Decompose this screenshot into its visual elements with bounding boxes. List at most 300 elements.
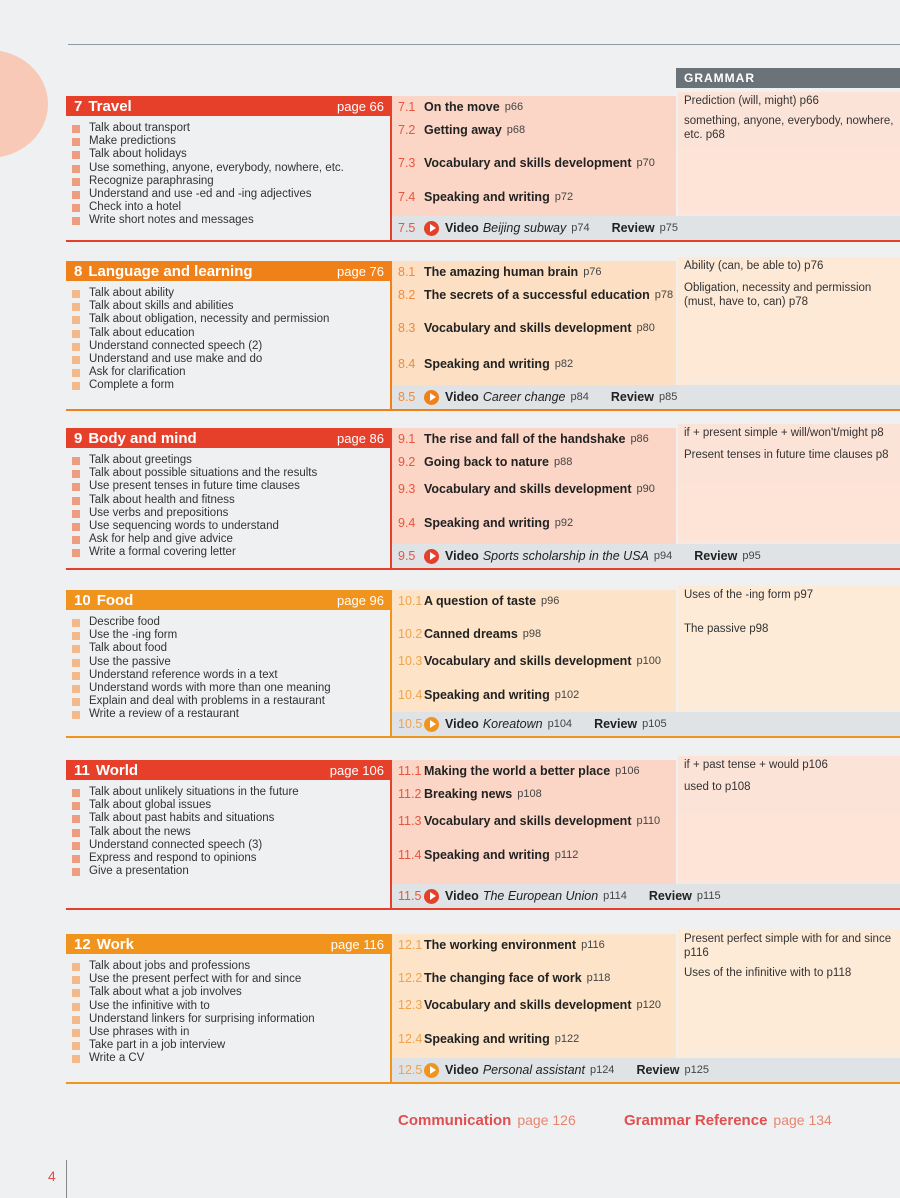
page-number: 4 (48, 1168, 56, 1184)
lesson-number: 9.5 (398, 549, 416, 563)
bullet-square-icon (72, 217, 80, 225)
unit-page: page 86 (337, 430, 384, 446)
top-rule (68, 44, 900, 45)
lesson-title: Canned dreams (424, 627, 518, 641)
objective-text: Talk about ability (89, 287, 175, 299)
grammar-empty-cell (678, 656, 900, 712)
bullet-square-icon (72, 316, 80, 324)
objective-text: Explain and deal with problems in a restaurant (89, 695, 325, 708)
objective-item (72, 480, 392, 493)
objective-text: Use phrases with in (89, 1026, 190, 1039)
video-row-9.5[interactable] (392, 544, 900, 568)
objective-text: Understand and use make and do (89, 353, 263, 366)
objective-text: Understand connected speech (3) (89, 838, 263, 851)
lesson-number: 10.3 (398, 654, 423, 668)
review-label: Review (594, 717, 638, 731)
review-label: Review (648, 889, 692, 903)
bullet-square-icon (72, 632, 80, 640)
unit-number: 9 (74, 429, 83, 447)
lesson-row-12.4[interactable] (392, 1024, 676, 1054)
unit-title-text: Body and mind (88, 429, 197, 447)
lesson-title: Speaking and writing (424, 190, 550, 204)
lesson-row-10.3[interactable] (392, 646, 676, 676)
review-label: Review (694, 549, 738, 563)
lesson-number: 10.4 (398, 688, 423, 702)
objective-item (72, 507, 392, 520)
grammar-item: something, anyone, everybody, nowhere, etc. p68 (678, 112, 900, 212)
bullet-square-icon (72, 457, 80, 465)
objective-item (72, 973, 392, 986)
objective-text: Give a presentation (89, 865, 189, 878)
lesson-page: p102 (554, 689, 580, 701)
lesson-number: 7.2 (398, 123, 416, 137)
video-title: Career change (482, 390, 566, 404)
objective-text: Complete a form (89, 379, 175, 392)
lesson-number: 11.4 (398, 848, 422, 862)
objectives-list (72, 960, 392, 1066)
objective-item (72, 175, 392, 188)
grammar-item: if + present simple + will/won't/might p8 (678, 424, 900, 446)
objective-item (72, 1000, 392, 1013)
page-number-divider (66, 1160, 67, 1198)
bullet-square-icon (72, 138, 80, 146)
video-page: p124 (589, 1064, 615, 1076)
lessons-column (392, 261, 676, 385)
bullet-square-icon (72, 343, 80, 351)
lesson-row-10.2[interactable] (392, 622, 676, 646)
video-label: Video (445, 221, 479, 235)
bullet-square-icon (72, 151, 80, 159)
unit-bottom-rule (66, 409, 900, 411)
decorative-circle (0, 50, 48, 158)
objective-item (72, 642, 392, 655)
objective-text: Understand reference words in a text (89, 668, 278, 681)
lesson-row-7.4[interactable] (392, 182, 676, 212)
objectives-list (72, 786, 392, 878)
bullet-square-icon (72, 789, 80, 797)
unit-bottom-rule (66, 240, 900, 242)
unit-title-text: Work (96, 935, 134, 953)
review-label: Review (636, 1063, 680, 1077)
video-title: Sports scholarship in the USA (482, 549, 649, 563)
objective-text: Talk about holidays (89, 148, 187, 161)
lesson-title: Speaking and writing (424, 516, 550, 530)
objective-text: Talk about transport (89, 122, 191, 134)
lesson-row-7.1[interactable] (392, 96, 676, 118)
lesson-title: Vocabulary and skills development (424, 321, 632, 335)
objective-item (72, 695, 392, 708)
unit-section-12 (66, 934, 900, 1088)
lesson-title: Speaking and writing (424, 848, 550, 862)
objective-item (72, 327, 392, 340)
lesson-page: p78 (654, 289, 674, 301)
lesson-row-9.1[interactable] (392, 428, 676, 450)
lesson-row-10.4[interactable] (392, 680, 676, 710)
review-label: Review (610, 390, 654, 404)
lesson-row-9.3[interactable] (392, 474, 676, 504)
lesson-number: 9.1 (398, 432, 416, 446)
lesson-title: The secrets of a successful education (424, 288, 650, 302)
lesson-title: Making the world a better place (424, 764, 611, 778)
video-page: p104 (547, 718, 573, 730)
lesson-row-8.3[interactable] (392, 313, 676, 343)
bullet-square-icon (72, 536, 80, 544)
bullet-square-icon (72, 204, 80, 212)
objective-text: Write short notes and messages (89, 214, 254, 227)
unit-page: page 66 (337, 98, 384, 114)
lesson-row-9.4[interactable] (392, 508, 676, 538)
unit-page: page 106 (329, 762, 384, 778)
grammar-item: Obligation, necessity and permission (must, have to, can) p78 (678, 279, 900, 381)
unit-bottom-rule (66, 908, 900, 910)
bullet-square-icon (72, 497, 80, 505)
column-divider (390, 954, 392, 1082)
objective-item (72, 708, 392, 721)
lesson-number: 8.2 (398, 288, 416, 302)
lesson-row-9.2[interactable] (392, 450, 676, 474)
bullet-square-icon (72, 963, 80, 971)
play-icon (424, 221, 439, 236)
bullet-square-icon (72, 1029, 80, 1037)
objective-item (72, 986, 392, 999)
unit-header[interactable] (66, 96, 392, 116)
unit-title-text: Food (96, 591, 134, 609)
grammar-item: The passive p98 (678, 620, 900, 708)
video-title: Beijing subway (482, 221, 567, 235)
lesson-number: 7.3 (398, 156, 416, 170)
bullet-square-icon (72, 191, 80, 199)
objectives-list (72, 616, 392, 722)
video-page: p74 (571, 222, 590, 234)
objective-item (72, 852, 392, 865)
unit-section-8 (66, 261, 900, 415)
lesson-page: p68 (506, 124, 526, 136)
lesson-title: Vocabulary and skills development (424, 998, 632, 1012)
objective-item (72, 669, 392, 682)
column-divider (390, 610, 392, 736)
unit-page: page 96 (337, 592, 384, 608)
objective-item (72, 533, 392, 546)
objective-text: Check into a hotel (89, 201, 182, 214)
lesson-title: The changing face of work (424, 971, 582, 985)
objectives-list (72, 122, 392, 228)
lesson-row-7.2[interactable] (392, 118, 676, 142)
bullet-square-icon (72, 303, 80, 311)
unit-header[interactable] (66, 590, 392, 610)
unit-page: page 76 (337, 263, 384, 279)
objective-text: Write a formal covering letter (89, 546, 236, 559)
lesson-number: 7.4 (398, 190, 416, 204)
lesson-title: Vocabulary and skills development (424, 814, 632, 828)
video-row-10.5[interactable] (392, 712, 900, 736)
video-row-7.5[interactable] (392, 216, 900, 240)
video-label: Video (445, 717, 479, 731)
video-label: Video (445, 1063, 479, 1077)
objective-item (72, 379, 392, 392)
lesson-page: p122 (554, 1033, 580, 1045)
lesson-number: 12.5 (398, 1063, 423, 1077)
lesson-title: A question of taste (424, 594, 537, 608)
unit-header[interactable] (66, 934, 392, 954)
play-icon (424, 889, 439, 904)
grammar-empty-cell (678, 1000, 900, 1058)
lesson-row-8.1[interactable] (392, 261, 676, 283)
video-row-11.5[interactable] (392, 884, 900, 908)
objective-item (72, 287, 392, 300)
lesson-page: p70 (636, 157, 655, 169)
lessons-column (392, 934, 676, 1058)
objective-item (72, 682, 392, 695)
objective-text: Understand connected speech (2) (89, 339, 263, 352)
lessons-column (392, 590, 676, 712)
objective-text: Talk about the news (89, 825, 191, 838)
bullet-square-icon (72, 1003, 80, 1011)
grammar-empty-cell (678, 148, 900, 216)
unit-number: 12 (74, 935, 91, 953)
video-row-8.5[interactable] (392, 385, 900, 409)
objective-item (72, 656, 392, 669)
objective-item (72, 148, 392, 161)
video-page: p114 (603, 890, 627, 902)
lesson-title: Breaking news (424, 787, 513, 801)
lesson-number: 8.1 (398, 265, 416, 279)
unit-title (74, 592, 133, 609)
lesson-title: Vocabulary and skills development (424, 156, 632, 170)
lesson-page: p98 (522, 628, 542, 640)
objective-text: Use the passive (89, 655, 171, 668)
objective-item (72, 122, 392, 135)
objective-item (72, 616, 392, 629)
objective-item (72, 839, 392, 852)
bullet-square-icon (72, 330, 80, 338)
lesson-page: p92 (554, 517, 574, 529)
objective-text: Understand words with more than one meaning (89, 682, 331, 695)
lesson-row-11.3[interactable] (392, 806, 676, 836)
lesson-row-12.3[interactable] (392, 990, 676, 1020)
video-row-12.5[interactable] (392, 1058, 900, 1082)
bullet-square-icon (72, 698, 80, 706)
bullet-square-icon (72, 1042, 80, 1050)
lesson-number: 10.2 (398, 627, 423, 641)
objective-text: Use present tenses in future time clauses (89, 480, 300, 493)
lesson-number: 8.4 (398, 357, 416, 371)
objective-item (72, 188, 392, 201)
objective-text: Talk about greetings (89, 454, 192, 466)
lesson-row-7.3[interactable] (392, 148, 676, 178)
objective-item (72, 467, 392, 480)
unit-header[interactable] (66, 261, 392, 281)
objective-item (72, 135, 392, 148)
grammar-item: Prediction (will, might) p66 (678, 92, 900, 112)
objective-text: Talk about what a job involves (89, 986, 242, 999)
lesson-row-12.1[interactable] (392, 934, 676, 956)
review-page: p105 (642, 718, 667, 730)
lesson-page: p80 (636, 322, 655, 334)
lesson-page: p116 (581, 939, 605, 951)
unit-number: 10 (74, 591, 91, 609)
objective-text: Take part in a job interview (89, 1039, 226, 1052)
video-label: Video (445, 889, 479, 903)
objective-text: Understand linkers for surprising information (89, 1012, 315, 1025)
play-icon (424, 717, 439, 732)
lesson-page: p100 (636, 655, 661, 667)
lesson-number: 12.2 (398, 971, 423, 985)
video-page: p84 (570, 391, 589, 403)
objective-text: Use the -ing form (89, 629, 178, 642)
lesson-number: 8.3 (398, 321, 416, 335)
bullet-square-icon (72, 290, 80, 298)
lesson-title: Speaking and writing (424, 688, 550, 702)
bullet-square-icon (72, 125, 80, 133)
lesson-number: 9.4 (398, 516, 416, 530)
unit-number: 8 (74, 262, 83, 280)
lesson-number: 11.2 (398, 787, 422, 801)
objective-item (72, 313, 392, 326)
lesson-number: 9.2 (398, 455, 416, 469)
lesson-title: Going back to nature (424, 455, 550, 469)
objective-item (72, 799, 392, 812)
video-title: The European Union (482, 889, 599, 903)
review-page: p75 (659, 222, 679, 234)
bullet-square-icon (72, 549, 80, 557)
lesson-title: The rise and fall of the handshake (424, 432, 626, 446)
objective-text: Talk about jobs and professions (89, 960, 251, 972)
lesson-page: p108 (517, 788, 542, 800)
lesson-title: On the move (424, 100, 500, 114)
grammar-reference-label: Grammar Reference (624, 1112, 768, 1129)
bullet-square-icon (72, 989, 80, 997)
video-label: Video (445, 549, 479, 563)
bullet-square-icon (72, 842, 80, 850)
lesson-row-11.1[interactable] (392, 760, 676, 782)
lesson-number: 12.3 (398, 998, 423, 1012)
unit-page: page 116 (330, 936, 384, 952)
objectives-list (72, 454, 392, 560)
lesson-row-11.2[interactable] (392, 782, 676, 806)
lesson-row-12.2[interactable] (392, 966, 676, 990)
objective-item (72, 1013, 392, 1026)
lesson-number: 9.3 (398, 482, 416, 496)
bullet-square-icon (72, 659, 80, 667)
lesson-page: p76 (583, 266, 602, 278)
grammar-item: Uses of the infinitive with to p118 (678, 964, 900, 1054)
lesson-row-10.1[interactable] (392, 590, 676, 612)
video-title: Koreatown (482, 717, 543, 731)
play-icon (424, 549, 439, 564)
objective-item (72, 1039, 392, 1052)
lesson-title: The amazing human brain (424, 265, 579, 279)
objective-text: Use something, anyone, everybody, nowhere, etc. (89, 161, 344, 174)
lesson-title: Vocabulary and skills development (424, 654, 632, 668)
objective-item (72, 353, 392, 366)
bullet-square-icon (72, 382, 80, 390)
objective-text: Talk about skills and abilities (89, 300, 234, 313)
grammar-empty-cell (678, 482, 900, 544)
objective-item (72, 826, 392, 839)
lesson-page: p110 (636, 815, 661, 827)
objective-text: Talk about unlikely situations in the future (89, 786, 299, 798)
unit-title (74, 98, 132, 115)
objectives-list (72, 287, 392, 393)
lesson-row-8.2[interactable] (392, 283, 676, 307)
objective-text: Ask for help and give advice (89, 533, 233, 546)
lesson-row-11.4[interactable] (392, 840, 676, 870)
grammar-item: used to p108 (678, 778, 900, 880)
lesson-page: p88 (554, 456, 573, 468)
objective-text: Use verbs and prepositions (89, 506, 229, 519)
play-icon (424, 1063, 439, 1078)
lesson-number: 8.5 (398, 390, 416, 404)
objective-item (72, 786, 392, 799)
lesson-number: 10.5 (398, 717, 423, 731)
communication-link[interactable] (398, 1112, 576, 1129)
unit-section-10 (66, 590, 900, 742)
bullet-square-icon (72, 855, 80, 863)
bullet-square-icon (72, 976, 80, 984)
column-divider (390, 780, 392, 908)
lesson-number: 7.5 (398, 221, 416, 235)
lesson-row-8.4[interactable] (392, 349, 676, 379)
grammar-empty-cell (678, 814, 900, 884)
unit-title (74, 430, 197, 447)
unit-header[interactable] (66, 428, 392, 448)
lesson-page: p96 (541, 595, 560, 607)
lesson-title: Vocabulary and skills development (424, 482, 632, 496)
bullet-square-icon (72, 685, 80, 693)
lesson-number: 11.3 (398, 814, 422, 828)
bullet-square-icon (72, 165, 80, 173)
unit-header[interactable] (66, 760, 392, 780)
lesson-title: Speaking and writing (424, 1032, 550, 1046)
objective-item (72, 300, 392, 313)
objective-text: Describe food (89, 616, 160, 628)
unit-number: 7 (74, 97, 83, 115)
lesson-page: p112 (554, 849, 579, 861)
objective-item (72, 494, 392, 507)
bullet-square-icon (72, 178, 80, 186)
unit-bottom-rule (66, 1082, 900, 1084)
lesson-page: p120 (636, 999, 661, 1011)
bullet-square-icon (72, 619, 80, 627)
bullet-square-icon (72, 672, 80, 680)
column-divider (390, 448, 392, 568)
objective-item (72, 629, 392, 642)
video-label: Video (445, 390, 479, 404)
objective-text: Use sequencing words to understand (89, 520, 279, 533)
unit-section-7 (66, 96, 900, 246)
objective-text: Write a review of a restaurant (89, 708, 239, 721)
unit-section-11 (66, 760, 900, 914)
lesson-page: p118 (586, 972, 611, 984)
objective-text: Talk about food (89, 642, 168, 655)
bullet-square-icon (72, 356, 80, 364)
grammar-reference-page: page 134 (773, 1112, 832, 1128)
objective-item (72, 520, 392, 533)
bullet-square-icon (72, 523, 80, 531)
objective-item (72, 960, 392, 973)
objective-item (72, 1026, 392, 1039)
objective-text: Talk about past habits and situations (89, 812, 275, 825)
objective-item (72, 162, 392, 175)
objective-text: Write a CV (89, 1052, 145, 1065)
lessons-column (392, 428, 676, 544)
bullet-square-icon (72, 470, 80, 478)
video-title: Personal assistant (482, 1063, 585, 1077)
lesson-number: 10.1 (398, 594, 423, 608)
lesson-page: p66 (504, 101, 524, 113)
objective-item (72, 1052, 392, 1065)
grammar-reference-link[interactable] (624, 1112, 832, 1129)
